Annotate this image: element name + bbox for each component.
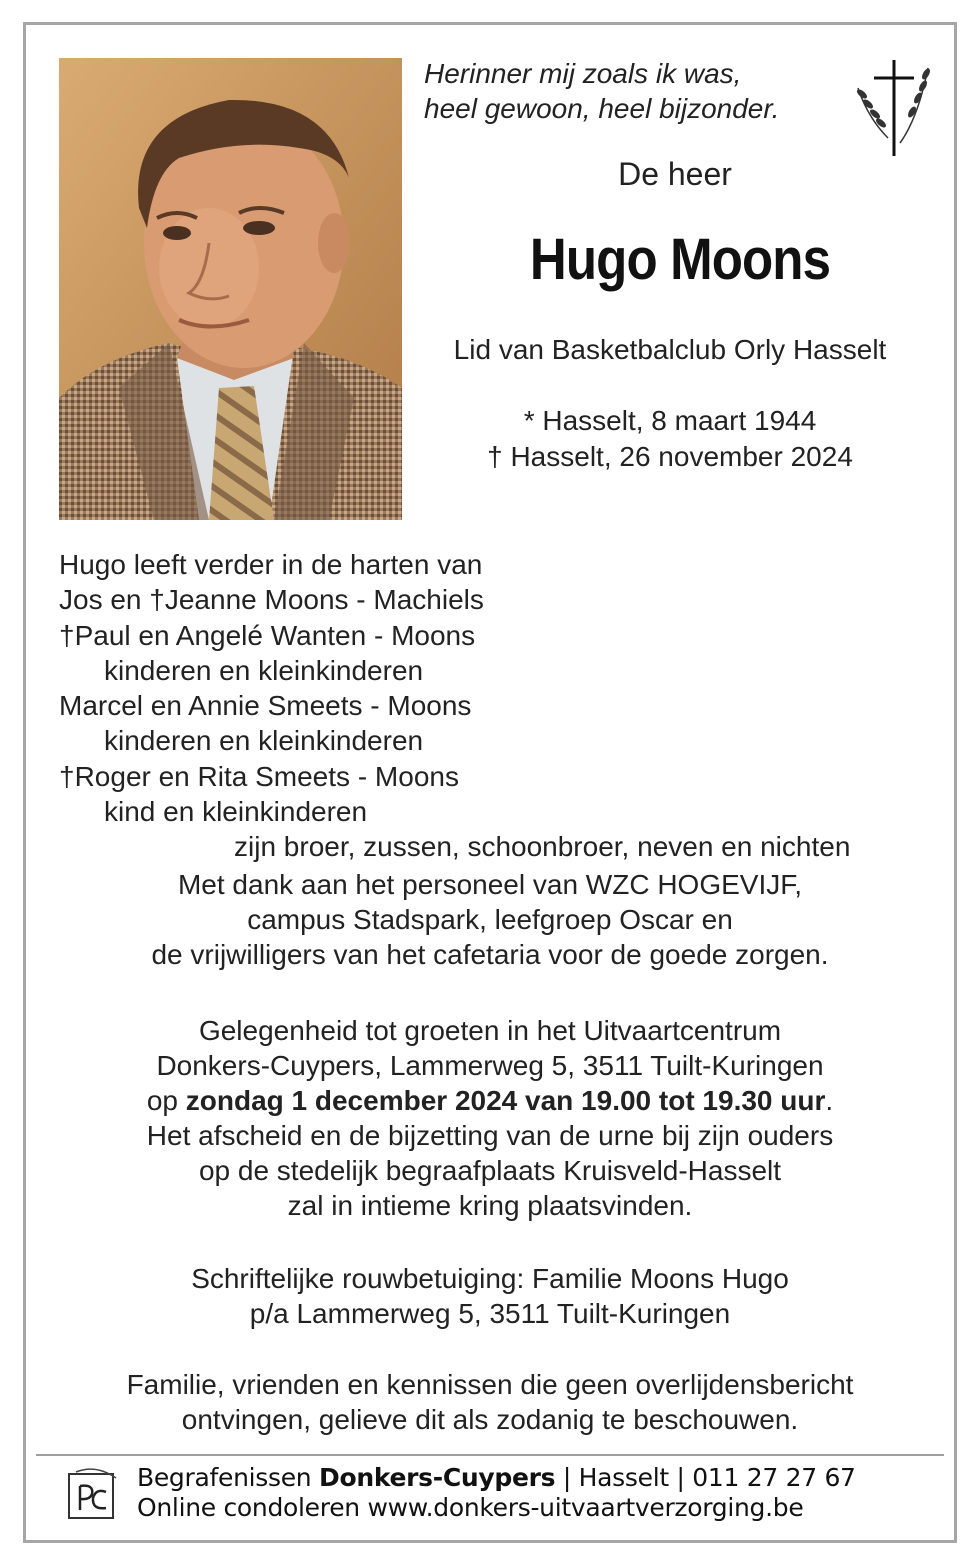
family-line: †Roger en Rita Smeets - Moons [59, 760, 459, 792]
deceased-name: Hugo Moons [529, 227, 831, 292]
online-label: Online condoleren [137, 1493, 368, 1522]
family-line: kinderen en kleinkinderen [104, 654, 424, 686]
thanks-line: de vrijwilligers van het cafetaria voor de goede zorgen. [151, 939, 829, 970]
portrait-photo [59, 58, 402, 520]
birth-date: * Hasselt, 8 maart 1944 [523, 405, 817, 436]
family-intro: Hugo leeft verder in de harten van [59, 549, 483, 580]
footer-divider [36, 1454, 944, 1456]
family-line: Jos en †Jeanne Moons - Machiels [59, 584, 484, 616]
salutation: De heer [618, 156, 732, 192]
family-line: Marcel en Annie Smeets - Moons [59, 690, 472, 722]
footer-online-line [137, 1493, 937, 1523]
visitation-line: Donkers-Cuypers, Lammerweg 5, 3511 Tuilt-Kuringen [156, 1050, 824, 1081]
cross-with-wheat-icon [848, 58, 938, 160]
condolence-address [40, 1261, 940, 1331]
poem-line: Herinner mij zoals ik was, [424, 58, 742, 89]
poem-line: heel gewoon, heel bijzonder. [424, 93, 780, 124]
phone-number: 011 27 27 67 [692, 1463, 856, 1492]
life-dates [420, 403, 920, 475]
website-link[interactable]: www.donkers-uitvaartverzorging.be [367, 1493, 804, 1522]
relatives-line: zijn broer, zussen, schoonbroer, neven en nichten [234, 831, 851, 863]
death-date: † Hasselt, 26 november 2024 [487, 441, 853, 472]
family-line: †Paul en Angelé Wanten - Moons [59, 619, 476, 651]
poem [424, 56, 844, 126]
address-line: p/a Lammerweg 5, 3511 Tuilt-Kuringen [249, 1298, 731, 1329]
thanks-section [40, 867, 940, 972]
visitation-datetime: zondag 1 december 2024 van 19.00 tot 19.30 uur [185, 1085, 826, 1116]
funeral-home-logo-icon [66, 1466, 118, 1522]
visitation-line: zal in intieme kring plaatsvinden. [287, 1190, 693, 1221]
visitation-prefix: op [146, 1085, 186, 1116]
footer-prefix: Begrafenissen [137, 1463, 319, 1492]
note-line: ontvingen, gelieve dit als zodanig te beschouwen. [181, 1404, 799, 1435]
visitation-section [40, 1013, 940, 1223]
note-line: Familie, vrienden en kennissen die geen overlijdensbericht [126, 1369, 854, 1400]
thanks-line: Met dank aan het personeel van WZC HOGEVIJF, [177, 869, 803, 900]
footer-city: | Hasselt | [555, 1463, 693, 1492]
thanks-line: campus Stadspark, leefgroep Oscar en [247, 904, 733, 935]
visitation-line: Gelegenheid tot groeten in het Uitvaartcentrum [198, 1015, 782, 1046]
footer [137, 1463, 937, 1523]
visitation-line: Het afscheid en de bijzetting van de urne bij zijn ouders [146, 1120, 834, 1151]
address-line: Schriftelijke rouwbetuiging: Familie Moons Hugo [191, 1263, 789, 1294]
family-list [59, 547, 939, 865]
visitation-suffix: . [825, 1085, 834, 1116]
family-line: kind en kleinkinderen [104, 796, 368, 828]
notice-note [40, 1367, 940, 1437]
footer-company-line [137, 1463, 937, 1493]
club-membership: Lid van Basketbalclub Orly Hasselt [453, 334, 887, 365]
visitation-time-line [40, 1083, 940, 1118]
family-line: kinderen en kleinkinderen [104, 725, 424, 757]
visitation-line: op de stedelijk begraafplaats Kruisveld-Hasselt [198, 1155, 782, 1186]
company-name: Donkers-Cuypers [319, 1463, 556, 1492]
